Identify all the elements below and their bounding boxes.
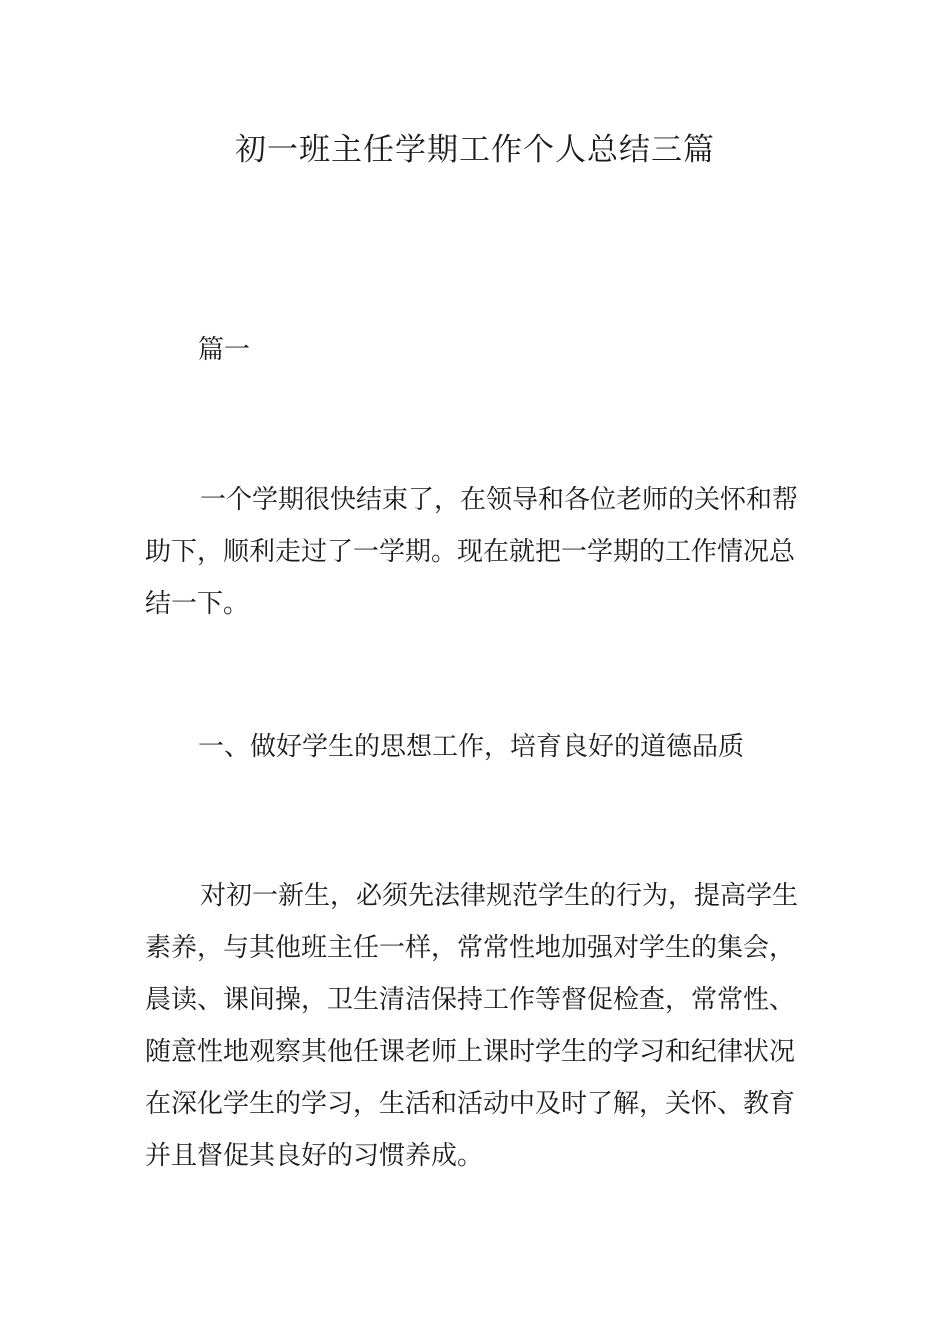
section-heading-1: 一、做好学生的思想工作，培育良好的道德品质 [198,732,745,762]
section-label: 篇一 [198,335,251,365]
intro-line-3: 结一下。 [145,589,250,619]
para-1-line-5: 在深化学生的学习，生活和活动中及时了解，关怀、教育 [145,1089,796,1119]
para-1-line-4: 随意性地观察其他任课老师上课时学生的学习和纪律状况 [145,1037,796,1067]
para-1-line-6: 并且督促其良好的习惯养成。 [145,1141,484,1171]
document-title: 初一班主任学期工作个人总结三篇 [235,132,715,168]
intro-line-2: 助下，顺利走过了一学期。现在就把一学期的工作情况总 [145,537,796,567]
para-1-line-3: 晨读、课间操，卫生清洁保持工作等督促检查，常常性、 [145,985,796,1015]
intro-paragraph [145,474,807,630]
para-1-line-1: 对初一新生，必须先法律规范学生的行为，提高学生 [200,881,799,911]
para-1-line-2: 素养，与其他班主任一样，常常性地加强对学生的集会， [145,933,796,963]
intro-line-1: 一个学期很快结束了，在领导和各位老师的关怀和帮 [200,485,799,515]
paragraph-1 [145,870,807,1182]
